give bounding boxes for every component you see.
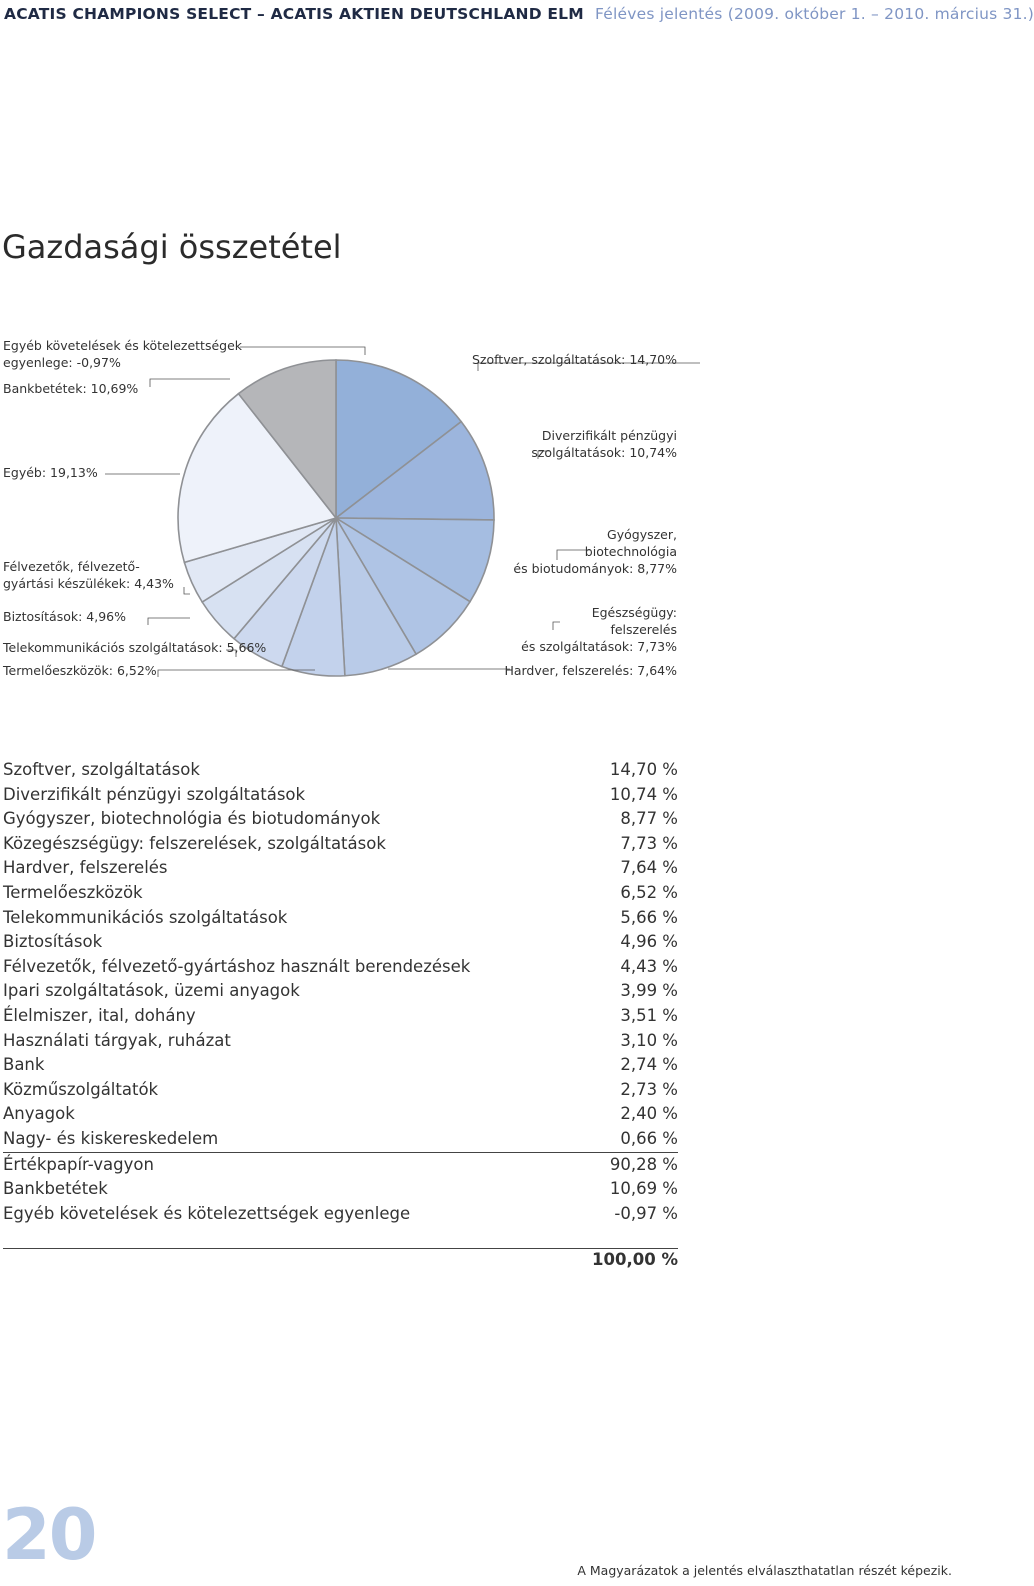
leader-line — [184, 587, 190, 594]
row-value: 2,74 % — [620, 1055, 678, 1075]
row-value: 7,73 % — [620, 833, 678, 853]
row-value: 2,40 % — [620, 1104, 678, 1124]
slice-label: Biztosítások: 4,96% — [3, 609, 126, 624]
row-label: Telekommunikációs szolgáltatások — [3, 907, 288, 927]
row-value: 10,74 % — [609, 784, 678, 804]
row-value: -0,97 % — [614, 1203, 678, 1223]
slice-label: Egészségügy: felszerelés és szolgáltatások: 7,73% — [521, 605, 677, 654]
row-value: 5,66 % — [620, 907, 678, 927]
leader-line — [150, 379, 230, 387]
table-row — [3, 1078, 678, 1103]
row-label: Szoftver, szolgáltatások — [3, 760, 200, 779]
table-total: 100,00 % — [592, 1250, 678, 1269]
table-row — [3, 930, 678, 955]
table-row — [3, 1053, 678, 1078]
table-row — [3, 1153, 678, 1178]
table-row — [3, 1102, 678, 1127]
row-value: 14,70 % — [609, 760, 678, 779]
slice-label: Diverzifikált pénzügyi szolgáltatások: 10,74% — [531, 428, 677, 460]
slice-label: Félvezetők, félvezető-gyártási készülékek: 4,43% — [3, 559, 174, 591]
row-value: 3,51 % — [620, 1005, 678, 1025]
row-value: 4,43 % — [620, 956, 678, 976]
row-label: Bankbetétek — [3, 1179, 108, 1199]
row-label: Értékpapír-vagyon — [3, 1154, 154, 1174]
table-row — [3, 832, 678, 857]
table-row — [3, 783, 678, 808]
row-value: 8,77 % — [620, 809, 678, 829]
row-label: Diverzifikált pénzügyi szolgáltatások — [3, 784, 306, 804]
report-period: Féléves jelentés (2009. október 1. – 2010. március 31.) — [595, 5, 1034, 23]
slice-label: Egyéb: 19,13% — [3, 465, 98, 480]
row-label: Hardver, felszerelés — [3, 858, 168, 878]
table-row — [3, 881, 678, 906]
table-row — [3, 1029, 678, 1054]
slice-label: Hardver, felszerelés: 7,64% — [504, 663, 677, 678]
leader-line — [148, 618, 190, 625]
row-value: 7,64 % — [620, 858, 678, 878]
row-label: Élelmiszer, ital, dohány — [3, 1005, 196, 1025]
page-number: 20 — [2, 1494, 96, 1576]
row-label: Közműszolgáltatók — [3, 1079, 159, 1099]
table-row — [3, 807, 678, 832]
leader-line — [553, 622, 560, 630]
row-label: Közegészségügy: felszerelések, szolgáltatások — [3, 833, 386, 853]
fund-names: ACATIS CHAMPIONS SELECT – ACATIS AKTIEN DEUTSCHLAND ELM — [4, 5, 584, 23]
row-label: Bank — [3, 1055, 45, 1075]
slice-label: Egyéb követelések és kötelezettségek egyenlege: -0,97% — [3, 338, 243, 370]
row-label: Nagy- és kiskereskedelem — [3, 1128, 219, 1148]
row-label: Egyéb követelések és kötelezettségek egyenlege — [3, 1203, 411, 1223]
table-row — [3, 906, 678, 931]
allocation-table — [3, 758, 678, 1226]
row-value: 6,52 % — [620, 882, 678, 902]
row-label: Félvezetők, félvezető-gyártáshoz használt berendezések — [3, 956, 471, 976]
row-label: Ipari szolgáltatások, üzemi anyagok — [3, 981, 300, 1001]
total-rule — [3, 1248, 678, 1249]
slice-label: Bankbetétek: 10,69% — [3, 381, 139, 396]
slice-label: Gyógyszer, biotechnológia és biotudományok: 8,77% — [513, 527, 677, 576]
leader-line — [240, 347, 365, 355]
table-row — [3, 856, 678, 881]
slice-label: Telekommunikációs szolgáltatások: 5,66% — [3, 640, 267, 655]
table-row — [3, 1202, 678, 1227]
leader-line — [158, 670, 315, 677]
row-value: 2,73 % — [620, 1079, 678, 1099]
row-value: 3,10 % — [620, 1030, 678, 1050]
table-row — [3, 1004, 678, 1029]
table-row — [3, 979, 678, 1004]
slice-label: Termelőeszközök: 6,52% — [3, 663, 157, 678]
row-value: 3,99 % — [620, 981, 678, 1001]
row-value: 10,69 % — [609, 1179, 678, 1199]
pie-chart — [0, 325, 700, 695]
table-row — [3, 758, 678, 783]
slice-label: Szoftver, szolgáltatások: 14,70% — [471, 352, 677, 367]
row-value: 90,28 % — [609, 1154, 678, 1174]
row-label: Termelőeszközök — [3, 882, 143, 902]
row-label: Anyagok — [3, 1104, 75, 1124]
row-label: Gyógyszer, biotechnológia és biotudományok — [3, 809, 381, 829]
report-header — [4, 5, 1034, 23]
page-title: Gazdasági összetétel — [2, 228, 342, 266]
table-row — [3, 1177, 678, 1202]
row-label: Biztosítások — [3, 932, 103, 952]
table-row — [3, 955, 678, 980]
row-value: 0,66 % — [620, 1128, 678, 1148]
row-value: 4,96 % — [620, 932, 678, 952]
row-label: Használati tárgyak, ruházat — [3, 1030, 231, 1050]
footer-note: A Magyarázatok a jelentés elválaszthatatlan részét képezik. — [577, 1563, 952, 1578]
table-row — [3, 1127, 678, 1153]
